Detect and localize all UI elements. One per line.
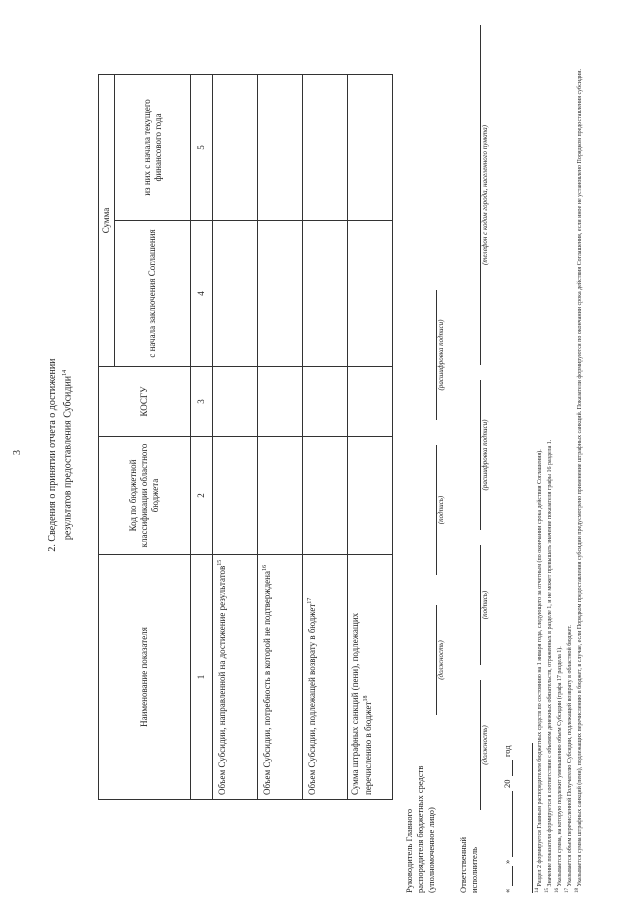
date-line <box>502 693 516 893</box>
footnote: $^{15}$ Значение показателя формируется в соответствии с объемом денежных обязательств, отраженных в разделе 1, и не может превышать значение показателя графы 16 раздела 1. <box>545 439 553 893</box>
table-cell <box>303 74 348 220</box>
head-label-line-2: распорядителя бюджетных средств <box>415 765 425 893</box>
date-century: 20 <box>502 779 512 788</box>
executor-phone-caption: (телефон с кодом города, населенного пункта) <box>481 125 489 265</box>
table-cell <box>348 367 393 437</box>
table-cell <box>303 367 348 437</box>
heading-line-1: 2. Сведения о принятии отчета о достижении <box>47 358 58 552</box>
date-year-line <box>512 760 513 776</box>
table-cell <box>258 367 303 437</box>
column-number: 3 <box>191 367 213 437</box>
head-signature-caption: (подпись) <box>437 495 445 525</box>
head-label-line-3: (уполномоченное лицо) <box>426 807 436 893</box>
table-cell <box>213 221 258 367</box>
table-cell <box>303 437 348 555</box>
table-row <box>348 74 393 799</box>
table-cell <box>348 221 393 367</box>
header-sum-from-start: с начала заключения Соглашения <box>115 221 191 367</box>
executor-label <box>458 837 480 893</box>
header-name: Наименование показателя <box>99 555 191 800</box>
executor-label-line-1: Ответственный <box>458 837 468 893</box>
date-quote-close: » <box>502 859 512 864</box>
row-label: Объем Субсидии, потребность в которой не подтверждена$^{16}$ <box>258 555 303 800</box>
header-code: Код по бюджетной классификации областного бюджета <box>99 437 191 555</box>
row-label: Объем Субсидии, направленной на достижение результатов$^{15}$ <box>213 555 258 800</box>
table-cell <box>213 437 258 555</box>
executor-position-caption: (должность) <box>481 725 489 765</box>
footnote: $^{17}$ Указывается объем перечисленной Получателю Субсидии, подлежащей возврату в областной бюджет. <box>565 625 573 893</box>
footnote: $^{14}$ Раздел 2 формируется Главным распорядителем бюджетных средств по состоянию на 1 января года, следующего за отчетным (по окончании срока действия Соглашения). <box>535 449 543 893</box>
results-table <box>98 74 393 800</box>
heading-line-2: результатов предоставления Субсидии$^{14}$ <box>62 369 74 541</box>
executor-label-line-2: исполнитель <box>469 847 479 893</box>
header-sum: Сумма <box>99 74 115 366</box>
date-year-word: год <box>502 745 512 757</box>
table-cell <box>348 74 393 220</box>
table-cell <box>213 74 258 220</box>
footnote: $^{16}$ Указывается сумма, на которую подлежит уменьшению объем Субсидии (графа 17 раздела 1). <box>555 646 563 893</box>
table-cell <box>258 74 303 220</box>
date-day-line <box>512 866 513 886</box>
table-cell <box>303 221 348 367</box>
head-decoding-caption: (расшифровка подписи) <box>437 319 445 391</box>
date-month-line <box>512 791 513 857</box>
header-sum-current-year: из них с начала текущего финансового года <box>115 74 191 220</box>
table-header-row <box>99 74 115 799</box>
section-heading <box>46 295 74 615</box>
table-cell <box>258 437 303 555</box>
table-cell <box>258 221 303 367</box>
footnote: $^{18}$ Указывается сумма штрафных санкций (пени), подлежащих перечислению в бюджет, в случае, если Порядком предоставления субсидии предусмотрено применение штрафных санкций. Показатели формируются по окончании срока действия Соглашения, если иное не установлено Порядком предоставления субсидии. <box>575 69 583 893</box>
column-numbers-row <box>191 74 213 799</box>
column-number: 1 <box>191 555 213 800</box>
column-number: 4 <box>191 221 213 367</box>
table-cell <box>348 437 393 555</box>
date-quote-open: « <box>502 888 512 893</box>
page-number: 3 <box>12 450 23 455</box>
row-label: Сумма штрафных санкций (пени), подлежащих перечислению в бюджет$^{18}$ <box>348 555 393 800</box>
head-position-caption: (должность) <box>437 640 445 680</box>
table-row <box>213 74 258 799</box>
footnote-separator <box>532 743 533 893</box>
footnotes <box>534 8 584 893</box>
head-label-line-1: Руководитель Главного <box>404 808 414 893</box>
table-row <box>258 74 303 799</box>
header-kosgu: КОСГУ <box>99 367 191 437</box>
column-number: 2 <box>191 437 213 555</box>
head-signature-label <box>404 766 437 893</box>
column-number: 5 <box>191 74 213 220</box>
table-cell <box>213 367 258 437</box>
executor-signature-caption: (подпись) <box>481 590 489 620</box>
table-row <box>303 74 348 799</box>
executor-decoding-caption: (расшифровка подписи) <box>481 419 489 491</box>
row-label: Объем Субсидии, подлежащей возврату в бюджет$^{17}$ <box>303 555 348 800</box>
